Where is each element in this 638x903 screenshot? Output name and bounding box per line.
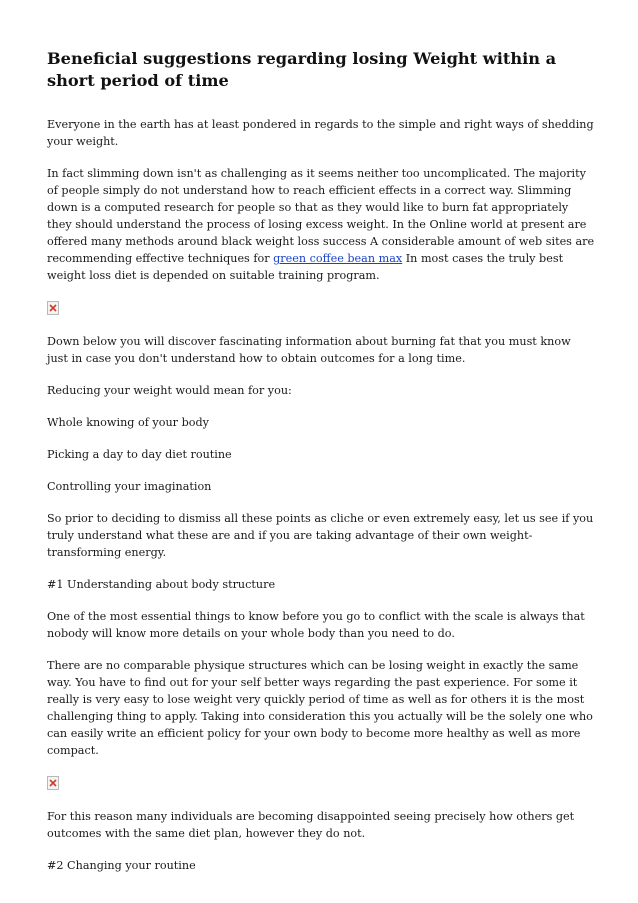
paragraph-disappointed: For this reason many individuals are becoming disappointed seeing precisely how others get outcomes with the same diet plan, however they do not. [47,810,575,840]
list-item-diet: Picking a day to day diet routine [47,448,232,461]
paragraph-methods-text: In fact slimming down isn't as challenging as it seems neither too uncomplicated. The majority of people simply do not understand how to reach efficient effects in a correct way. Slimming down is a computed research for people so that as they would like to burn fat appropriately they should understand the process of losing excess weight. In the Online world at present are offered many methods around black weight loss success A considerable amount of web sites are recommending effective techniques for [47,167,595,265]
list-item-imagination: Controlling your imagination [47,480,212,493]
paragraph-essential: One of the most essential things to know before you go to conflict with the scale is always that nobody will know more details on your whole body than you need to do. [47,610,585,640]
article-title: Beneficial suggestions regarding losing Weight within a short period of time [47,49,557,90]
paragraph-methods-text-end: In most cases the truly best weight loss diet is depended on suitable training program. [47,252,564,282]
paragraph-meaning: Reducing your weight would mean for you: [47,384,292,397]
broken-image-icon [47,301,59,315]
section-heading-2: #2 Changing your routine [47,859,196,872]
paragraph-intro: Everyone in the earth has at least pondered in regards to the simple and right ways of shedding your weight. [47,118,594,148]
green-coffee-link[interactable]: green coffee bean max [273,252,403,265]
paragraph-cliche: So prior to deciding to dismiss all these points as cliche or even extremely easy, let us see if you truly understand what these are and if you are taking advantage of their own weight-transforming energy. [47,512,594,559]
paragraph-methods [47,165,595,284]
broken-image-icon [47,776,59,790]
document-page [47,48,595,889]
paragraph-info: Down below you will discover fascinating information about burning fat that you must know just in case you don't understand how to obtain outcomes for a long time. [47,335,571,365]
list-item-body: Whole knowing of your body [47,416,209,429]
paragraph-physique: There are no comparable physique structures which can be losing weight in exactly the same way. You have to find out for your self better ways regarding the past experience. For some it really is very easy to lose weight very quickly period of time as well as for others it is the most challenging thing to apply. Taking into consideration this you actually will be the solely one who can easily write an efficient policy for your own body to become more healthy as well as more compact. [47,659,593,757]
section-heading-1: #1 Understanding about body structure [47,578,276,591]
